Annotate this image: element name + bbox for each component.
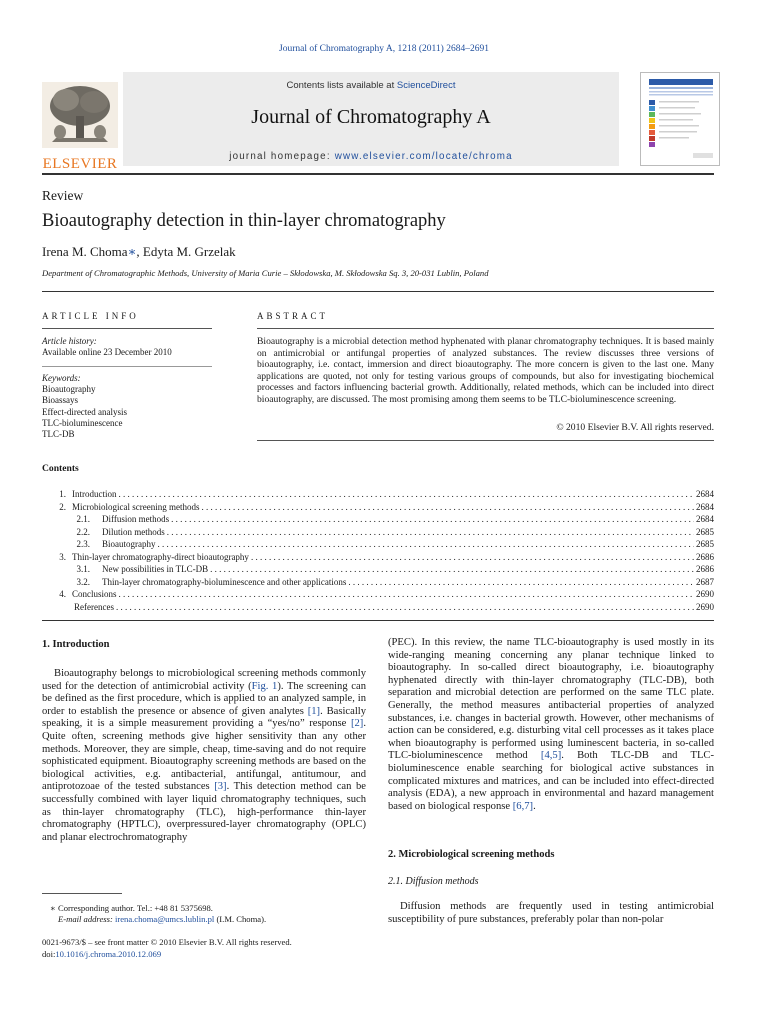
author-2: Edyta M. Grzelak [142,244,236,259]
abstract-copyright: © 2010 Elsevier B.V. All rights reserved. [556,422,714,433]
toc-number: 2. [59,501,66,512]
toc-number: 2.2. [76,526,90,537]
toc-leader [201,501,694,513]
toc-title[interactable]: Bioautography [102,539,156,549]
toc-entry[interactable] [42,488,714,500]
elsevier-tree-icon [40,80,120,150]
abstract-bottom-rule [257,440,714,441]
toc-entry[interactable] [42,526,714,538]
toc-leader [119,588,694,600]
toc-number: 2.3. [76,539,90,549]
email-label: E-mail address: [58,914,115,924]
toc-page: 2690 [696,601,714,612]
abstract-heading: ABSTRACT [257,311,329,321]
toc-entry[interactable] [42,538,714,550]
text-run: (PEC). In this review, the name TLC-bioautography is used mostly in its wide-ranging meaning concerning any planar technique linked to bioautography. In so-called direct bioautography, i.e. bioautography hyphenated directly with thin-layer chromatography (TLC-DB), both separation and microbial detection are performed on the same TLC plate. Generally, the method measures antibacterial properties of analyzed substances, i.e. changes in bacterial growth. However, other mechanisms of action can be considered, e.g. disturbing vital cell processes as it takes place when bioautography is performed using luminescent bacteria, in so-called TLC-bioluminescence method [388,637,714,762]
text-run: Bioautography belongs to microbiological screening methods commonly used for the detection of antimicrobial activity ( [42,668,366,692]
text-run: . Both TLC-DB and TLC-bioluminescence enable searching for biological active substances in complicated mixtures and matrices, and can be included into effect-directed analysis (EDA), a new approach in environmental and hazard management based on biological response [388,750,715,812]
toc-page: 2685 [696,539,714,549]
toc-page: 2685 [696,526,714,537]
toc-number: 3. [59,551,66,562]
article-title: Bioautography detection in thin-layer chromatography [42,211,446,231]
elsevier-logo [40,80,120,172]
figure-reference[interactable]: Fig. 1 [251,680,278,692]
toc-entry[interactable] [42,588,714,600]
citation-reference[interactable]: [6,7] [512,800,534,812]
issn-line: 0021-9673/$ – see front matter © 2010 Elsevier B.V. All rights reserved. [42,937,292,947]
abstract-rule [257,328,714,329]
keyword-item: Bioassays [42,395,78,406]
article-history-label: Article history: [42,336,97,346]
toc-entry[interactable] [42,576,714,588]
toc-page: 2687 [696,576,714,587]
citation-reference[interactable]: [2] [350,718,364,730]
introduction-paragraph [42,668,366,844]
email-footnote [58,914,266,924]
toc-page: 2684 [696,489,714,499]
doi-link[interactable]: 10.1016/j.chroma.2010.12.069 [55,949,162,959]
text-run: . This detection method can be successfully combined with layer liquid chromatography techniques, such as thin-layer chromatography (TLC), high-performance thin-layer chromatography (HPTLC), overpressured-layer chromatography (OPLC) and planar electrochromatography [42,781,366,843]
citation-reference[interactable]: [1] [307,705,321,717]
toc-title[interactable]: Thin-layer chromatography-direct bioautography [72,551,249,562]
toc-leader [167,526,694,538]
corresponding-author-footnote: ∗ Corresponding author. Tel.: +48 81 5375698. [50,903,213,913]
keywords-rule [42,366,212,367]
contents-bottom-rule [42,620,714,621]
toc-leader [348,576,694,588]
toc-number [42,601,66,613]
toc-title[interactable]: Introduction [72,489,117,499]
article-info-heading: ARTICLE INFO [42,311,139,321]
toc-page: 2686 [696,564,714,574]
info-top-rule [42,291,714,292]
keyword-item: Bioautography [42,384,96,394]
toc-leader [119,488,695,500]
toc-leader [158,538,695,550]
section-heading-screening-methods: 2. Microbiological screening methods [388,849,555,860]
contents-heading: Contents [42,463,79,474]
toc-entry[interactable] [42,601,714,613]
keyword-item: TLC-DB [42,429,75,440]
toc-number: 3.2. [76,576,90,587]
author-list [42,244,236,260]
header-rule [42,173,714,175]
section-heading-introduction: 1. Introduction [42,639,110,650]
author-separator: , [136,244,143,259]
abstract-text: Bioautography is a microbial detection method hyphenated with planar chromatography techniques. It is based mainly on antimicrobial or antifungal properties of analyzed substances. The review discusses three versions of bioautography, i.e. contact, immersion and direct bioautography. The more concern is given to the last one. Many applications are quoted, not only for testing various groups of compounds, but also for investigating biochemical processes and factors influencing bacterial growth. Additionally, related methods, which can be included into direct bioautography, are discussed. The most promising among them seems to be TLC-bioluminescence screening. [257,336,714,405]
text-run: ). The screening can be defined as the first procedure, which is applied to an analyzed sample, in order to establish the presence or absence of given analytes [42,680,366,717]
elsevier-logo-text: ELSEVIER [42,156,118,172]
article-info-rule [42,328,212,329]
toc-entry[interactable] [42,513,714,525]
toc-leader [251,551,694,563]
toc-page: 2690 [696,589,714,599]
toc-number: 1. [59,489,66,499]
footnote-rule [42,893,122,894]
doi-prefix: doi: [42,949,56,959]
toc-number: 2.1. [76,514,90,524]
toc-leader [171,513,694,525]
email-link[interactable]: irena.choma@umcs.lublin.pl [114,914,215,924]
citation-reference[interactable]: [4,5] [540,750,562,762]
toc-title[interactable]: Dilution methods [102,526,165,537]
journal-homepage-line [123,151,619,162]
journal-cover-image [641,73,719,165]
contents-prefix: Contents lists available at [286,80,397,91]
doi-line [42,949,161,959]
homepage-link[interactable]: www.elsevier.com/locate/chroma [334,151,513,162]
sciencedirect-link[interactable]: ScienceDirect [396,80,456,91]
article-history-value: Available online 23 December 2010 [42,347,172,357]
contents-available-line [123,80,619,91]
journal-citation[interactable]: Journal of Chromatography A, 1218 (2011) 2684–2691 [279,44,489,54]
corresponding-author-mark[interactable]: ∗ [127,244,137,259]
keywords-list [42,384,127,440]
toc-page: 2684 [696,514,714,524]
text-run: . [533,800,536,812]
subsection-heading-diffusion: 2.1. Diffusion methods [388,876,479,887]
citation-reference[interactable]: [3] [214,781,227,793]
toc-title[interactable]: Microbiological screening methods [72,501,200,512]
journal-cover-thumbnail[interactable] [640,72,720,166]
text-run: . Basically speaking, it is a simple measurement providing a “yes/no” response [42,705,367,730]
toc-leader [116,601,694,613]
diffusion-paragraph: Diffusion methods are frequently used in testing antimicrobial susceptibility of pure substances, preferably polar than non-polar [388,901,714,925]
toc-page: 2684 [696,501,714,512]
article-type: Review [42,188,84,203]
introduction-continued-paragraph [388,637,714,813]
homepage-prefix: journal homepage: [229,151,335,162]
toc-number: 3.1. [76,564,90,574]
toc-leader [210,563,694,575]
email-suffix: (I.M. Choma). [214,914,267,924]
author-1: Irena M. Choma [42,244,128,259]
toc-entry[interactable] [42,563,714,575]
toc-title[interactable]: Diffusion methods [102,514,170,524]
keyword-item: Effect-directed analysis [42,406,128,417]
toc-entry[interactable] [42,551,714,563]
text-run: . Quite often, screening methods give higher sensitivity than any other methods. Moreover, they are simple, cheap, time-saving and do not require sophisticated equipment. Bioautography screening methods are based on the biological activities, e.g. antibacterial, antifungal, antitumour, and antiprotozoae of the tested substances [42,718,366,793]
toc-number: 4. [59,589,66,599]
toc-title[interactable]: Thin-layer chromatography-bioluminescence and other applications [102,576,347,587]
journal-title: Journal of Chromatography A [251,106,491,128]
toc-title[interactable]: References [74,601,114,612]
toc-title[interactable]: New possibilities in TLC-DB [102,564,209,574]
toc-title[interactable]: Conclusions [72,589,117,599]
toc-page: 2686 [696,551,714,562]
keyword-item: TLC-bioluminescence [42,417,123,428]
toc-entry[interactable] [42,501,714,513]
affiliation: Department of Chromatographic Methods, University of Maria Curie – Skłodowska, M. Skłodowska Sq. 3, 20-031 Lublin, Poland [42,268,489,278]
keywords-label: Keywords: [42,373,81,383]
